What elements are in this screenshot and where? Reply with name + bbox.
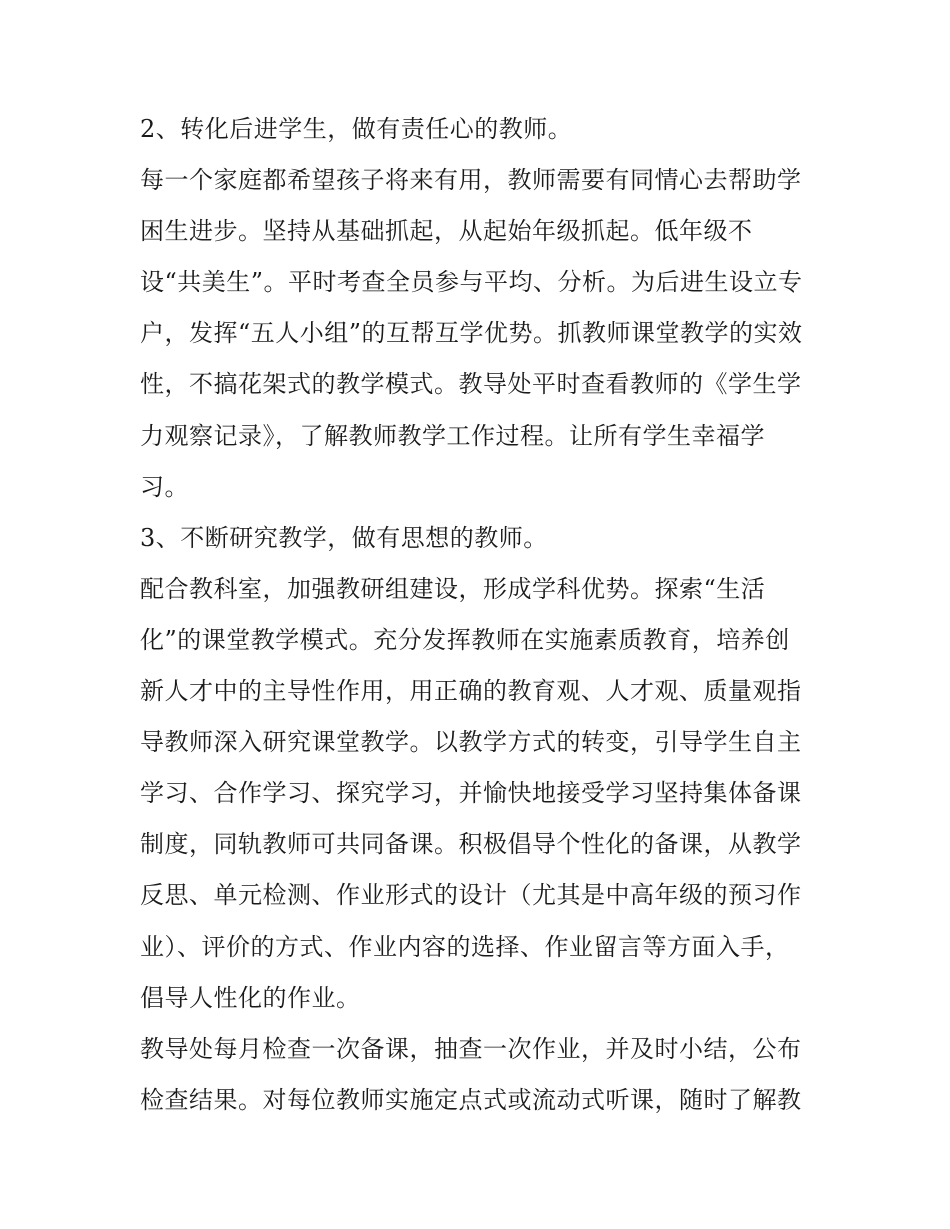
text-line: 学习、合作学习、探究学习，并愉快地接受学习坚持集体备课	[140, 779, 802, 808]
text-line: 业）、评价的方式、作业内容的选择、作业留言等方面入手，	[140, 932, 790, 961]
text-line: 倡导人性化的作业。	[140, 983, 361, 1012]
text-line: 每一个家庭都希望孩子将来有用，教师需要有同情心去帮助学	[140, 166, 802, 195]
text-line: 教导处每月检查一次备课，抽查一次作业，并及时小结，公布	[140, 1034, 802, 1063]
text-line: 导教师深入研究课堂教学。以教学方式的转变，引导学生自主	[140, 728, 802, 757]
text-line: 性，不搞花架式的教学模式。教导处平时查看教师的《学生学	[140, 370, 802, 399]
text-line: 配合教科室，加强教研组建设，形成学科优势。探索“生活	[140, 574, 766, 603]
text-line: 制度，同轨教师可共同备课。积极倡导个性化的备课，从教学	[140, 830, 802, 859]
document-body	[140, 110, 830, 1132]
text-line: 化”的课堂教学模式。充分发挥教师在实施素质教育，培养创	[140, 625, 790, 654]
text-line: 3、不断研究教学，做有思想的教师。	[140, 523, 548, 552]
text-line: 习。	[140, 472, 189, 501]
text-line: 2、转化后进学生，做有责任心的教师。	[140, 115, 573, 143]
text-line: 新人才中的主导性作用，用正确的教育观、人才观、质量观指	[140, 677, 802, 706]
text-line: 设“共美生”。平时考查全员参与平均、分析。为后进生设立专	[140, 268, 803, 297]
text-line: 反思、单元检测、作业形式的设计（尤其是中高年级的预习作	[140, 881, 802, 910]
text-line: 困生进步。坚持从基础抓起，从起始年级抓起。低年级不	[140, 217, 753, 246]
text-line: 户，发挥“五人小组”的互帮互学优势。抓教师课堂教学的实效	[140, 319, 803, 348]
text-line: 力观察记录》，了解教师教学工作过程。让所有学生幸福学	[140, 421, 765, 450]
text-line: 检查结果。对每位教师实施定点式或流动式听课，随时了解教	[140, 1085, 802, 1114]
